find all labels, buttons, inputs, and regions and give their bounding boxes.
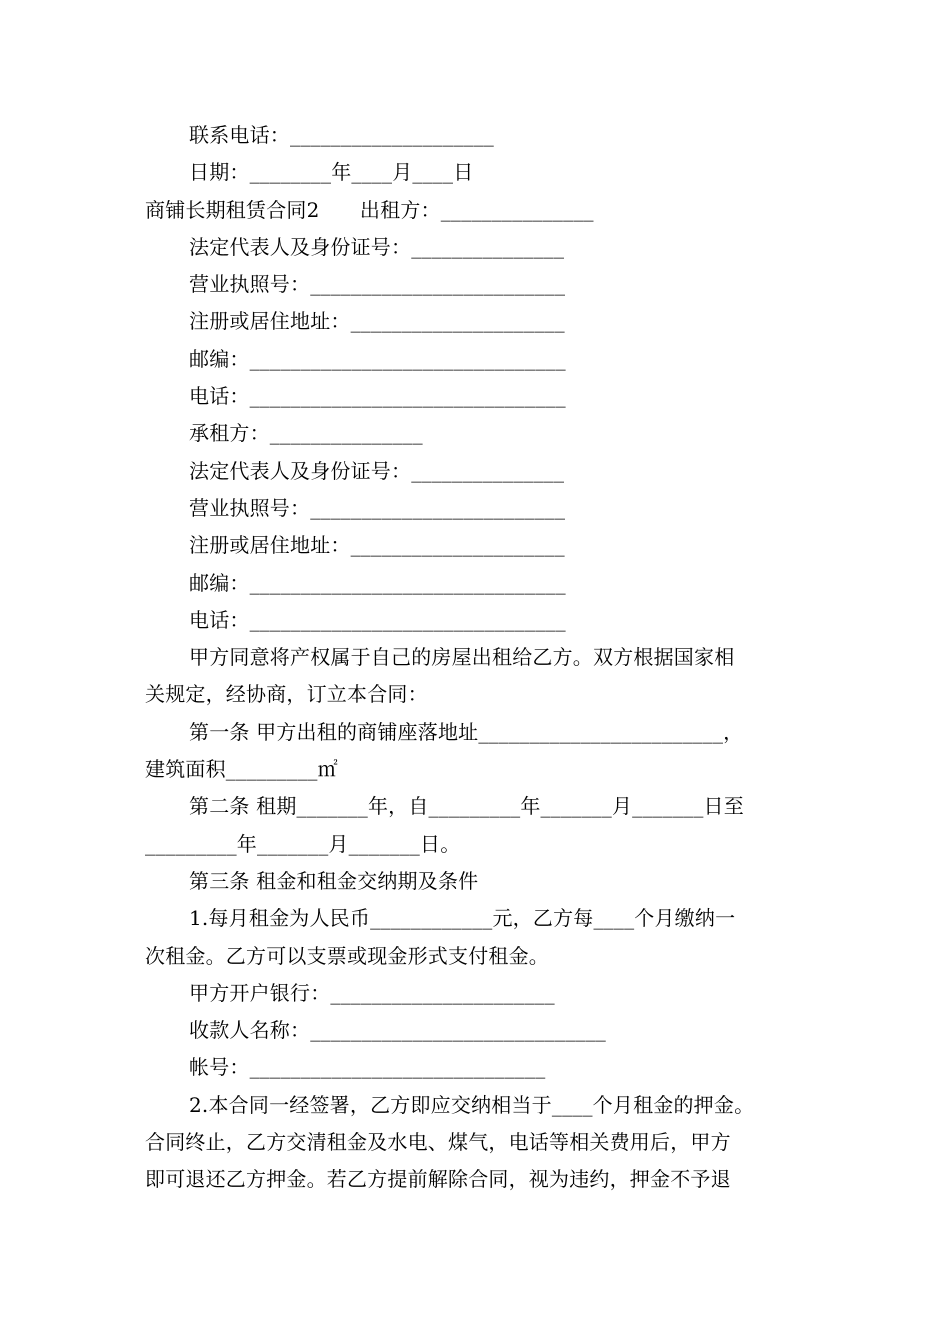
document-line: 2.本合同一经签署，乙方即应交纳相当于____个月租金的押金。: [189, 1092, 755, 1117]
document-line: 电话：_______________________________: [189, 607, 566, 632]
document-line: 第二条 租期_______年，自_________年_______月_______日至: [189, 794, 744, 819]
document-line: 次租金。乙方可以支票或现金形式支付租金。: [145, 943, 549, 968]
document-line: 注册或居住地址：_____________________: [189, 533, 565, 558]
document-line: 邮编：_______________________________: [189, 570, 566, 595]
document-line: 合同终止，乙方交清租金及水电、煤气，电话等相关费用后，甲方: [145, 1130, 731, 1155]
document-line: 帐号：_____________________________: [189, 1055, 546, 1080]
document-line: 营业执照号：_________________________: [189, 495, 566, 520]
document-line: 甲方开户银行：______________________: [189, 980, 555, 1005]
document-line: 法定代表人及身份证号：_______________: [189, 234, 565, 259]
document-line: 联系电话：____________________: [189, 123, 494, 147]
document-line: 第三条 租金和租金交纳期及条件: [189, 868, 479, 893]
document-line: 日期：________年____月____日: [189, 160, 474, 185]
document-body: [145, 117, 815, 1199]
document-line: 邮编：_______________________________: [189, 346, 566, 371]
document-line: 1.每月租金为人民币____________元，乙方每____个月缴纳一: [189, 906, 736, 931]
document-line: 收款人名称：_____________________________: [189, 1018, 606, 1043]
document-line: 即可退还乙方押金。若乙方提前解除合同，视为违约，押金不予退: [145, 1167, 731, 1192]
document-line: 承租方：_______________: [189, 421, 423, 446]
document-line: _________年_______月_______日。: [145, 831, 461, 856]
document-line: 营业执照号：_________________________: [189, 272, 566, 297]
document-line: 第一条 甲方出租的商铺座落地址________________________，: [189, 719, 744, 744]
document-line: 甲方同意将产权属于自己的房屋出租给乙方。双方根据国家相: [189, 645, 735, 670]
document-line: 注册或居住地址：_____________________: [189, 309, 565, 334]
document-line: 关规定，经协商，订立本合同：: [145, 682, 428, 707]
document-page: [145, 117, 815, 1199]
document-line: 商铺长期租赁合同2 出租方：_______________: [145, 197, 594, 222]
document-line: 建筑面积_________㎡: [145, 757, 338, 782]
document-line: 电话：_______________________________: [189, 384, 566, 409]
document-line: 法定代表人及身份证号：_______________: [189, 458, 565, 483]
